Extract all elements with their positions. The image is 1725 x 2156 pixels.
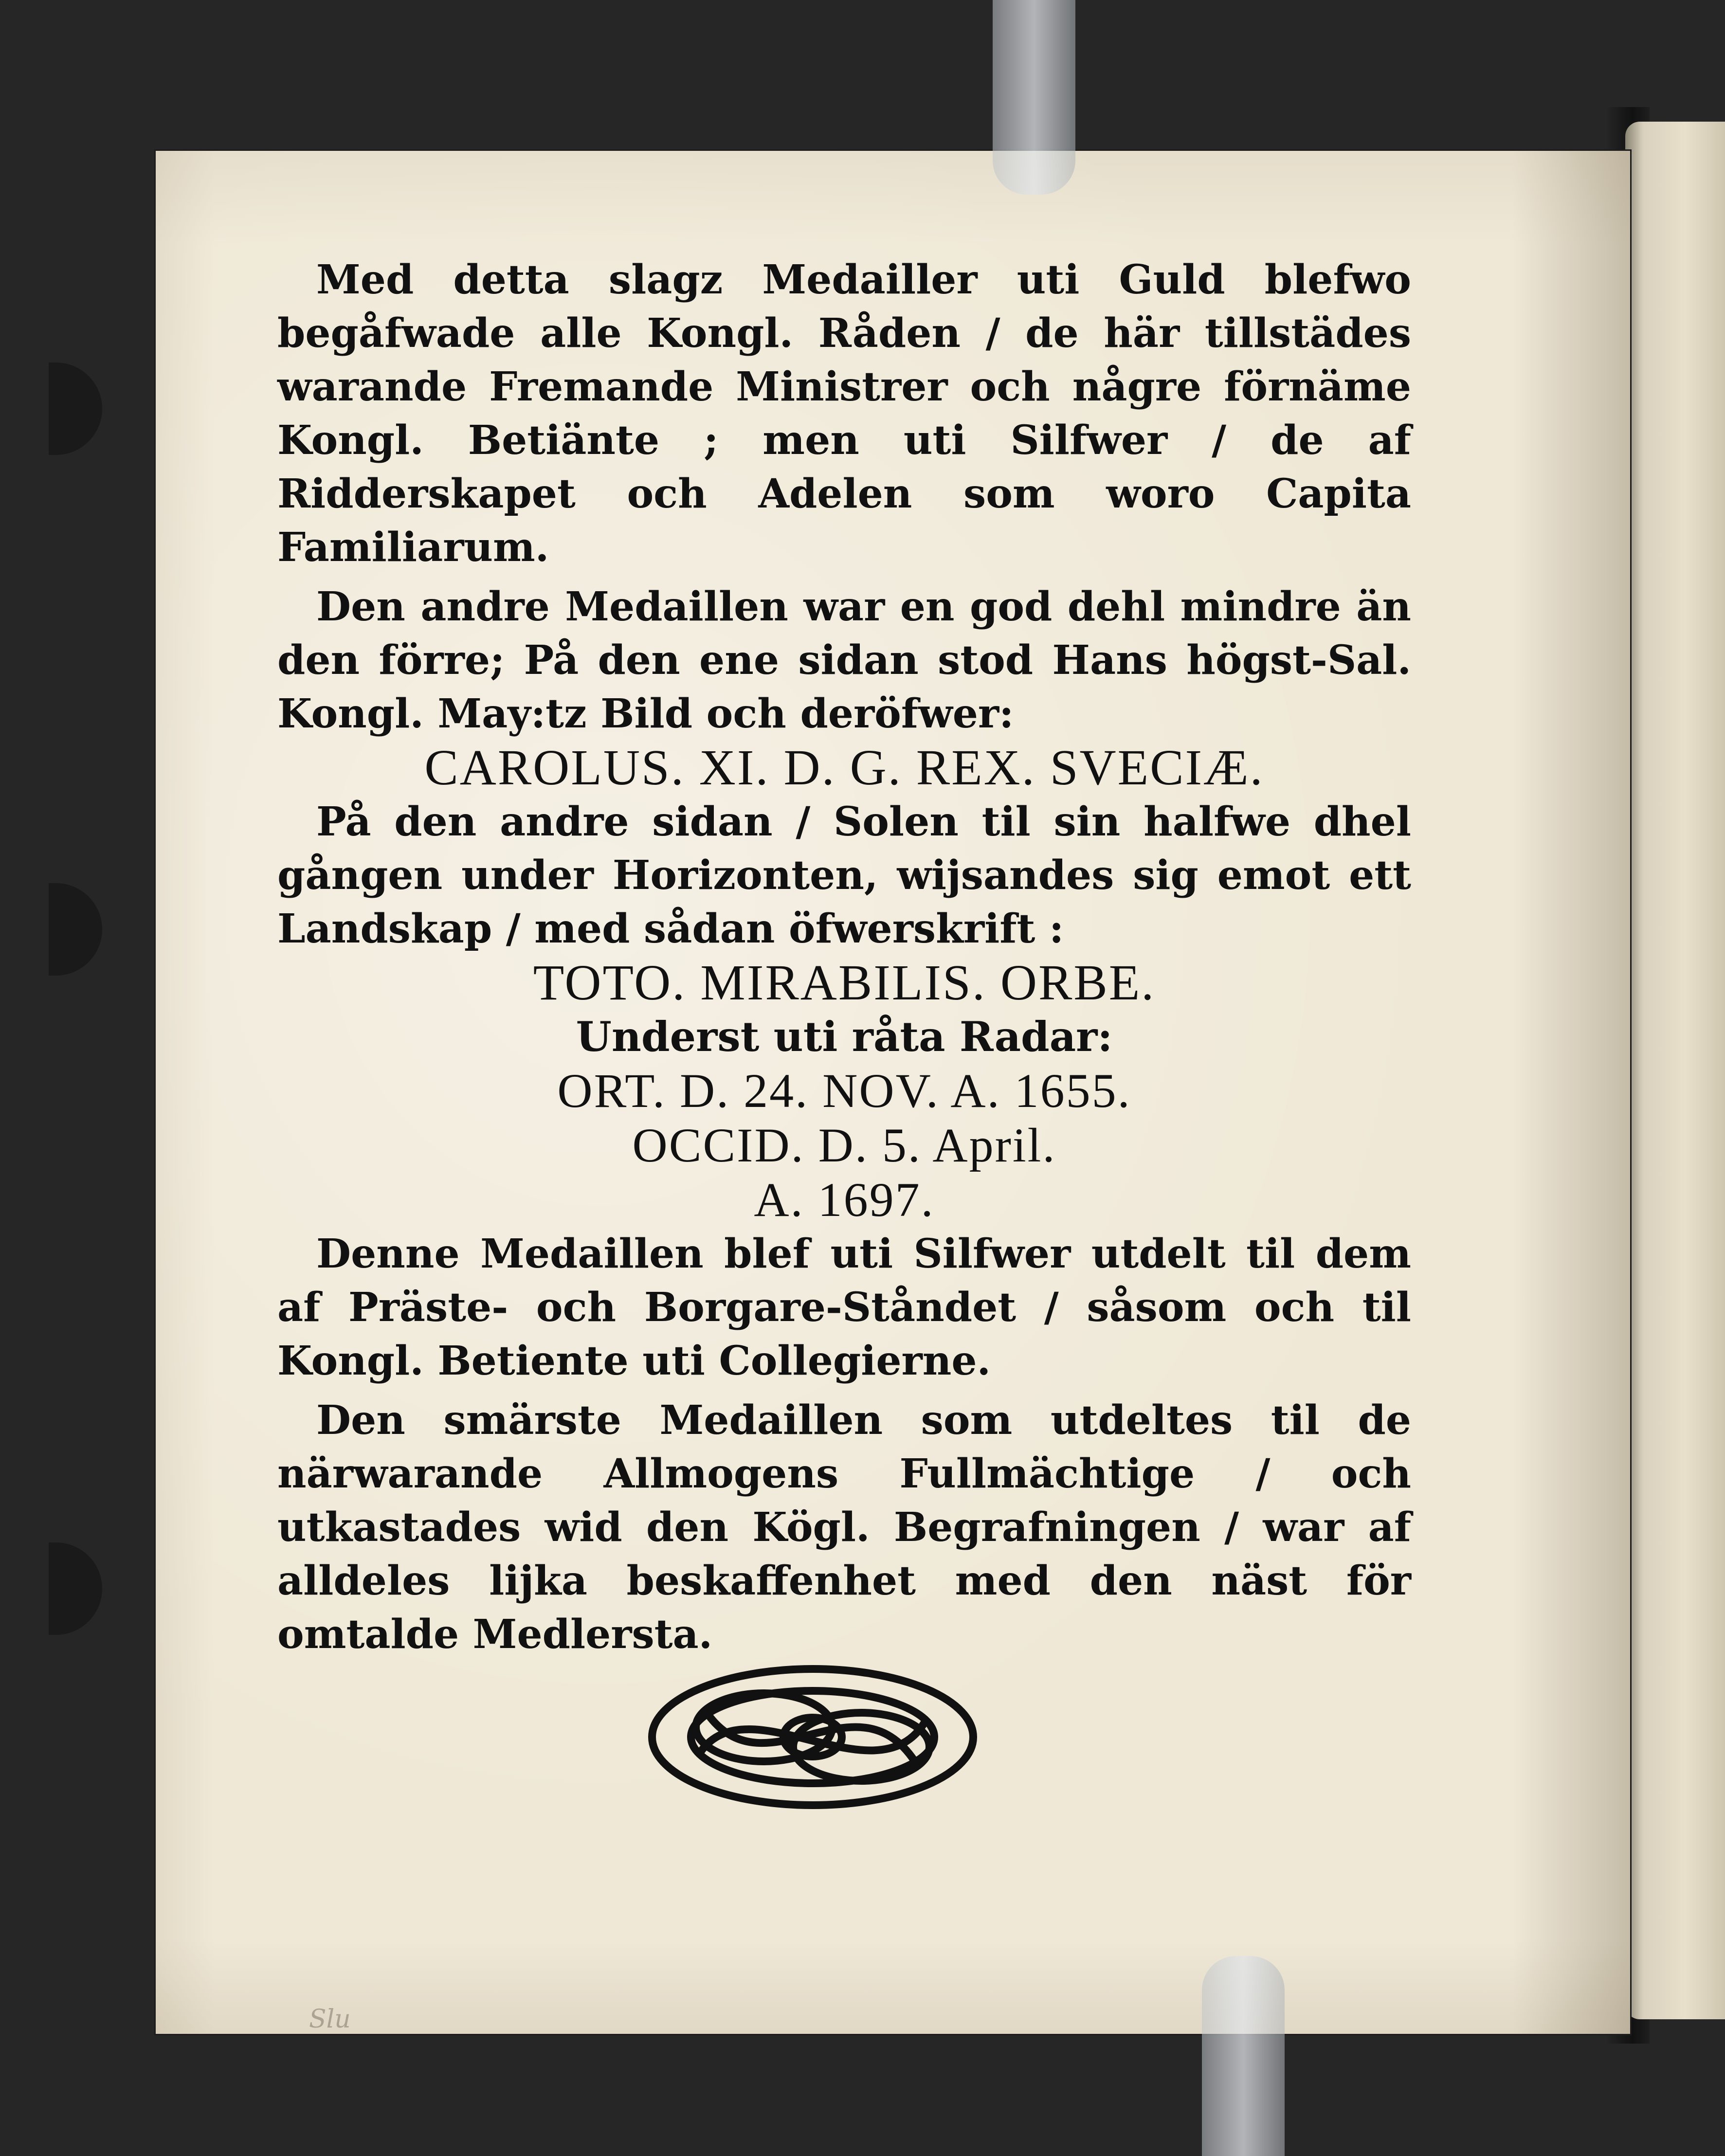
inscription-year: A. 1697. <box>754 1173 935 1227</box>
inscription-underst: Underst uti råta Radar: <box>576 1013 1113 1061</box>
inscription-ort: ORT. D. 24. NOV. A. 1655. <box>557 1064 1131 1118</box>
binding-hole <box>49 1542 102 1635</box>
paragraph-reverse-side: På den andre sidan / Solen til sin halfwe dhel gången under Horizonten, wijsandes sig emot ett Landskap / med sådan öfwerskrift : <box>277 798 1411 952</box>
inscription-toto: TOTO. MIRABILIS. ORBE. <box>533 955 1156 1011</box>
inscription-occid: OCCID. D. 5. April. <box>632 1118 1056 1172</box>
inscription-carolus: CAROLUS. XI. D. G. REX. SVECIÆ. <box>424 740 1264 796</box>
knot-ornament <box>642 1654 983 1820</box>
facing-page-edge <box>1625 122 1725 2019</box>
binding-hole <box>49 362 102 455</box>
paragraph-smallest-medal: Den smärste Medaillen som utdeltes til de närwarande Allmogens Fullmächtige / och utkastades wid den Kögl. Begrafningen / war af alldeles lijka beskaffenhet med den näst för omtalde Medlersta. <box>277 1397 1411 1658</box>
paragraph-silver-medal: Denne Medaillen blef uti Silfwer utdelt til dem af Präste- och Borgare-Ståndet / såsom och til Kongl. Betiente uti Collegierne. <box>277 1231 1411 1384</box>
folio-mark: Slu <box>309 2005 351 2034</box>
page-clip-top <box>993 0 1075 195</box>
page-clip-bottom <box>1202 1956 1285 2156</box>
page-text <box>277 253 1411 1661</box>
paragraph-second-medal: Den andre Medaillen war en god dehl mindre än den förre; På den ene sidan stod Hans högst-Sal. Kongl. May:tz Bild och deröfwer: <box>277 583 1411 737</box>
paragraph-gold-medals: Med detta slagz Medailler uti Guld blefwo begåfwade alle Kongl. Råden / de här tillstädes warande Fremande Ministrer och någre förnäme Kongl. Betiänte ; men uti Silfwer / de af Ridderskapet och Adelen som woro Capita Familiarum. <box>277 256 1411 571</box>
binding-hole <box>49 883 102 976</box>
